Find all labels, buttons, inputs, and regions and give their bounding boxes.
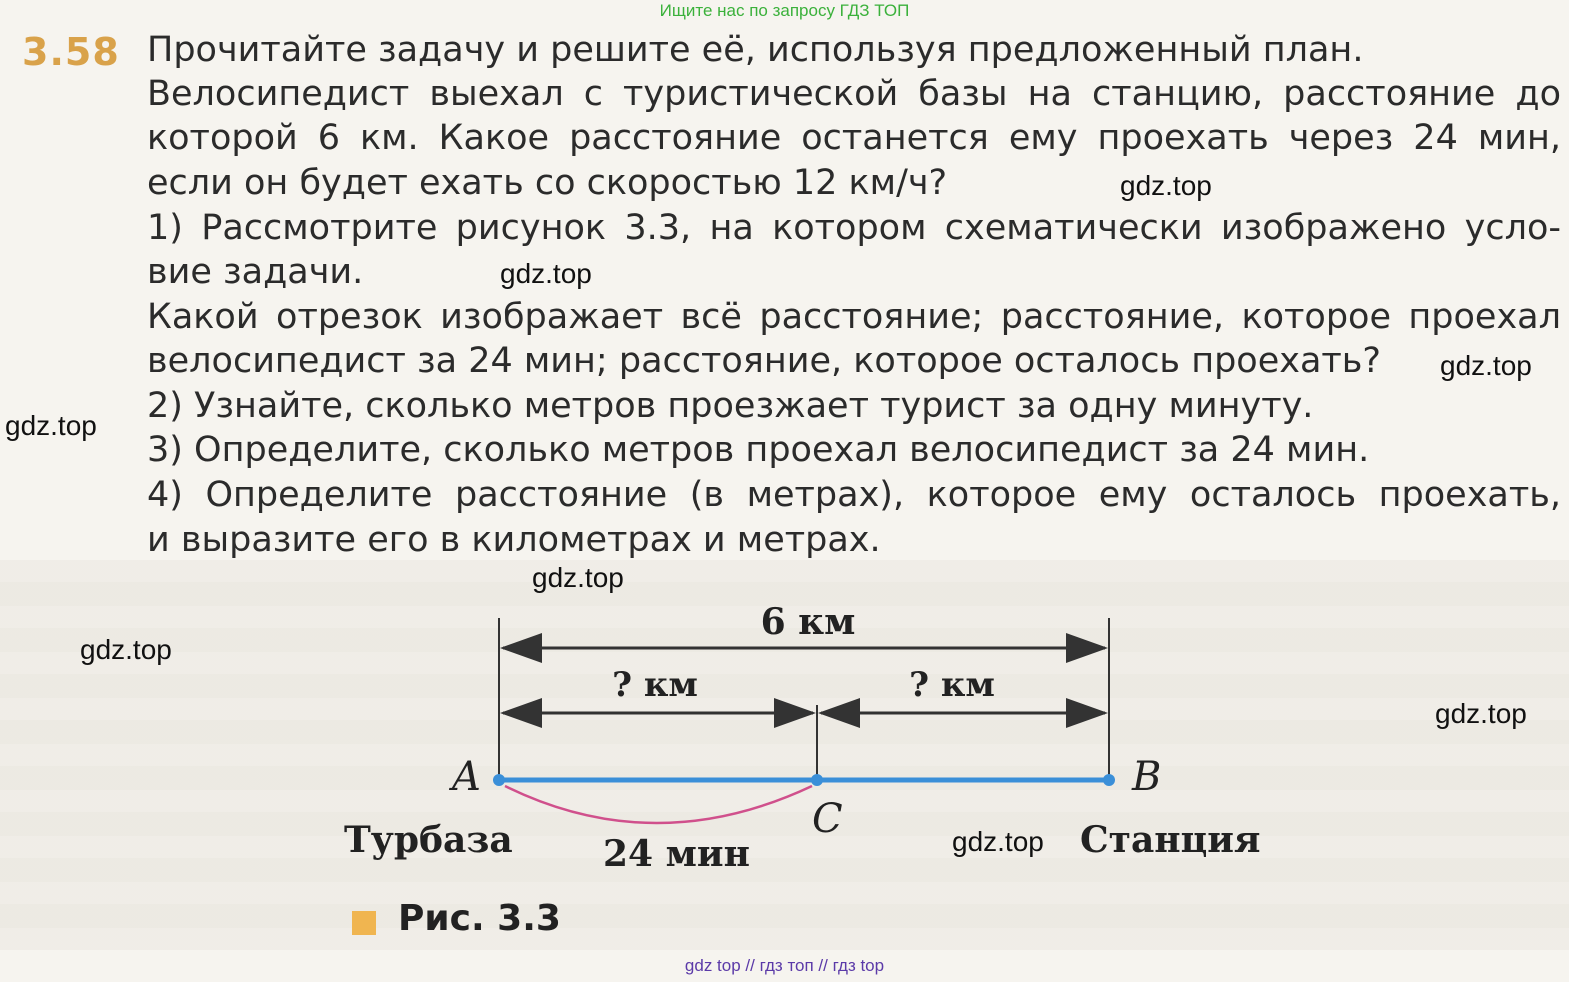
watermark: gdz.top	[5, 410, 97, 441]
watermark: gdz.top	[1120, 170, 1212, 201]
total-distance-label: 6 км	[760, 601, 856, 643]
watermark: gdz.top	[532, 562, 624, 593]
figure-3-3-diagram	[0, 560, 1569, 960]
text-line-6: вие задачи.	[147, 252, 364, 292]
start-name: Турбаза	[344, 819, 513, 861]
text-line-12: и выразите его в километрах и метрах.	[147, 520, 881, 560]
text-line-10: 3) Определите, сколько метров проехал велосипедист за 24 мин.	[147, 430, 1370, 470]
watermark: gdz.top	[80, 634, 172, 665]
top-banner[interactable]: Ищите нас по запросу ГДЗ ТОП	[659, 1, 910, 20]
time-label: 24 мин	[603, 833, 750, 875]
figure-caption: Рис. 3.3	[398, 898, 561, 939]
point-a-dot	[493, 774, 505, 786]
right-part-label: ? км	[909, 665, 995, 705]
left-part-label: ? км	[612, 665, 698, 705]
watermark: gdz.top	[500, 258, 592, 289]
text-line-2: Велосипедист выехал с туристической базы на станцию, расстояние до	[147, 74, 1561, 114]
point-a-label: A	[452, 754, 481, 800]
watermark: gdz.top	[1435, 698, 1527, 729]
point-b-dot	[1103, 774, 1115, 786]
point-c-dot	[811, 774, 823, 786]
end-name: Станция	[1080, 819, 1261, 861]
problem-number: 3.58	[22, 30, 120, 74]
time-arc	[505, 786, 812, 823]
text-line-4: если он будет ехать со скоростью 12 км/ч?	[147, 163, 948, 203]
text-line-8: велосипедист за 24 мин; расстояние, которое осталось проехать?	[147, 341, 1381, 381]
text-line-11: 4) Определите расстояние (в метрах), которое ему осталось проехать,	[147, 475, 1561, 515]
watermark: gdz.top	[952, 826, 1044, 857]
text-line-9: 2) Узнайте, сколько метров проезжает турист за одну минуту.	[147, 386, 1314, 426]
text-line-5: 1) Рассмотрите рисунок 3.3, на котором схематически изображено усло-	[147, 208, 1561, 248]
point-b-label: B	[1132, 754, 1162, 800]
text-line-3: которой 6 км. Какое расстояние останется ему проехать через 24 мин,	[147, 118, 1561, 158]
text-line-1: Прочитайте задачу и решите её, используя предложенный план.	[147, 30, 1364, 70]
figure-marker-square	[352, 911, 376, 935]
text-line-7: Какой отрезок изображает всё расстояние; расстояние, которое проехал	[147, 297, 1561, 337]
watermark: gdz.top	[1440, 350, 1532, 381]
point-c-label: C	[812, 796, 843, 842]
bottom-banner[interactable]: gdz top // гдз топ // гдз top	[684, 956, 885, 975]
